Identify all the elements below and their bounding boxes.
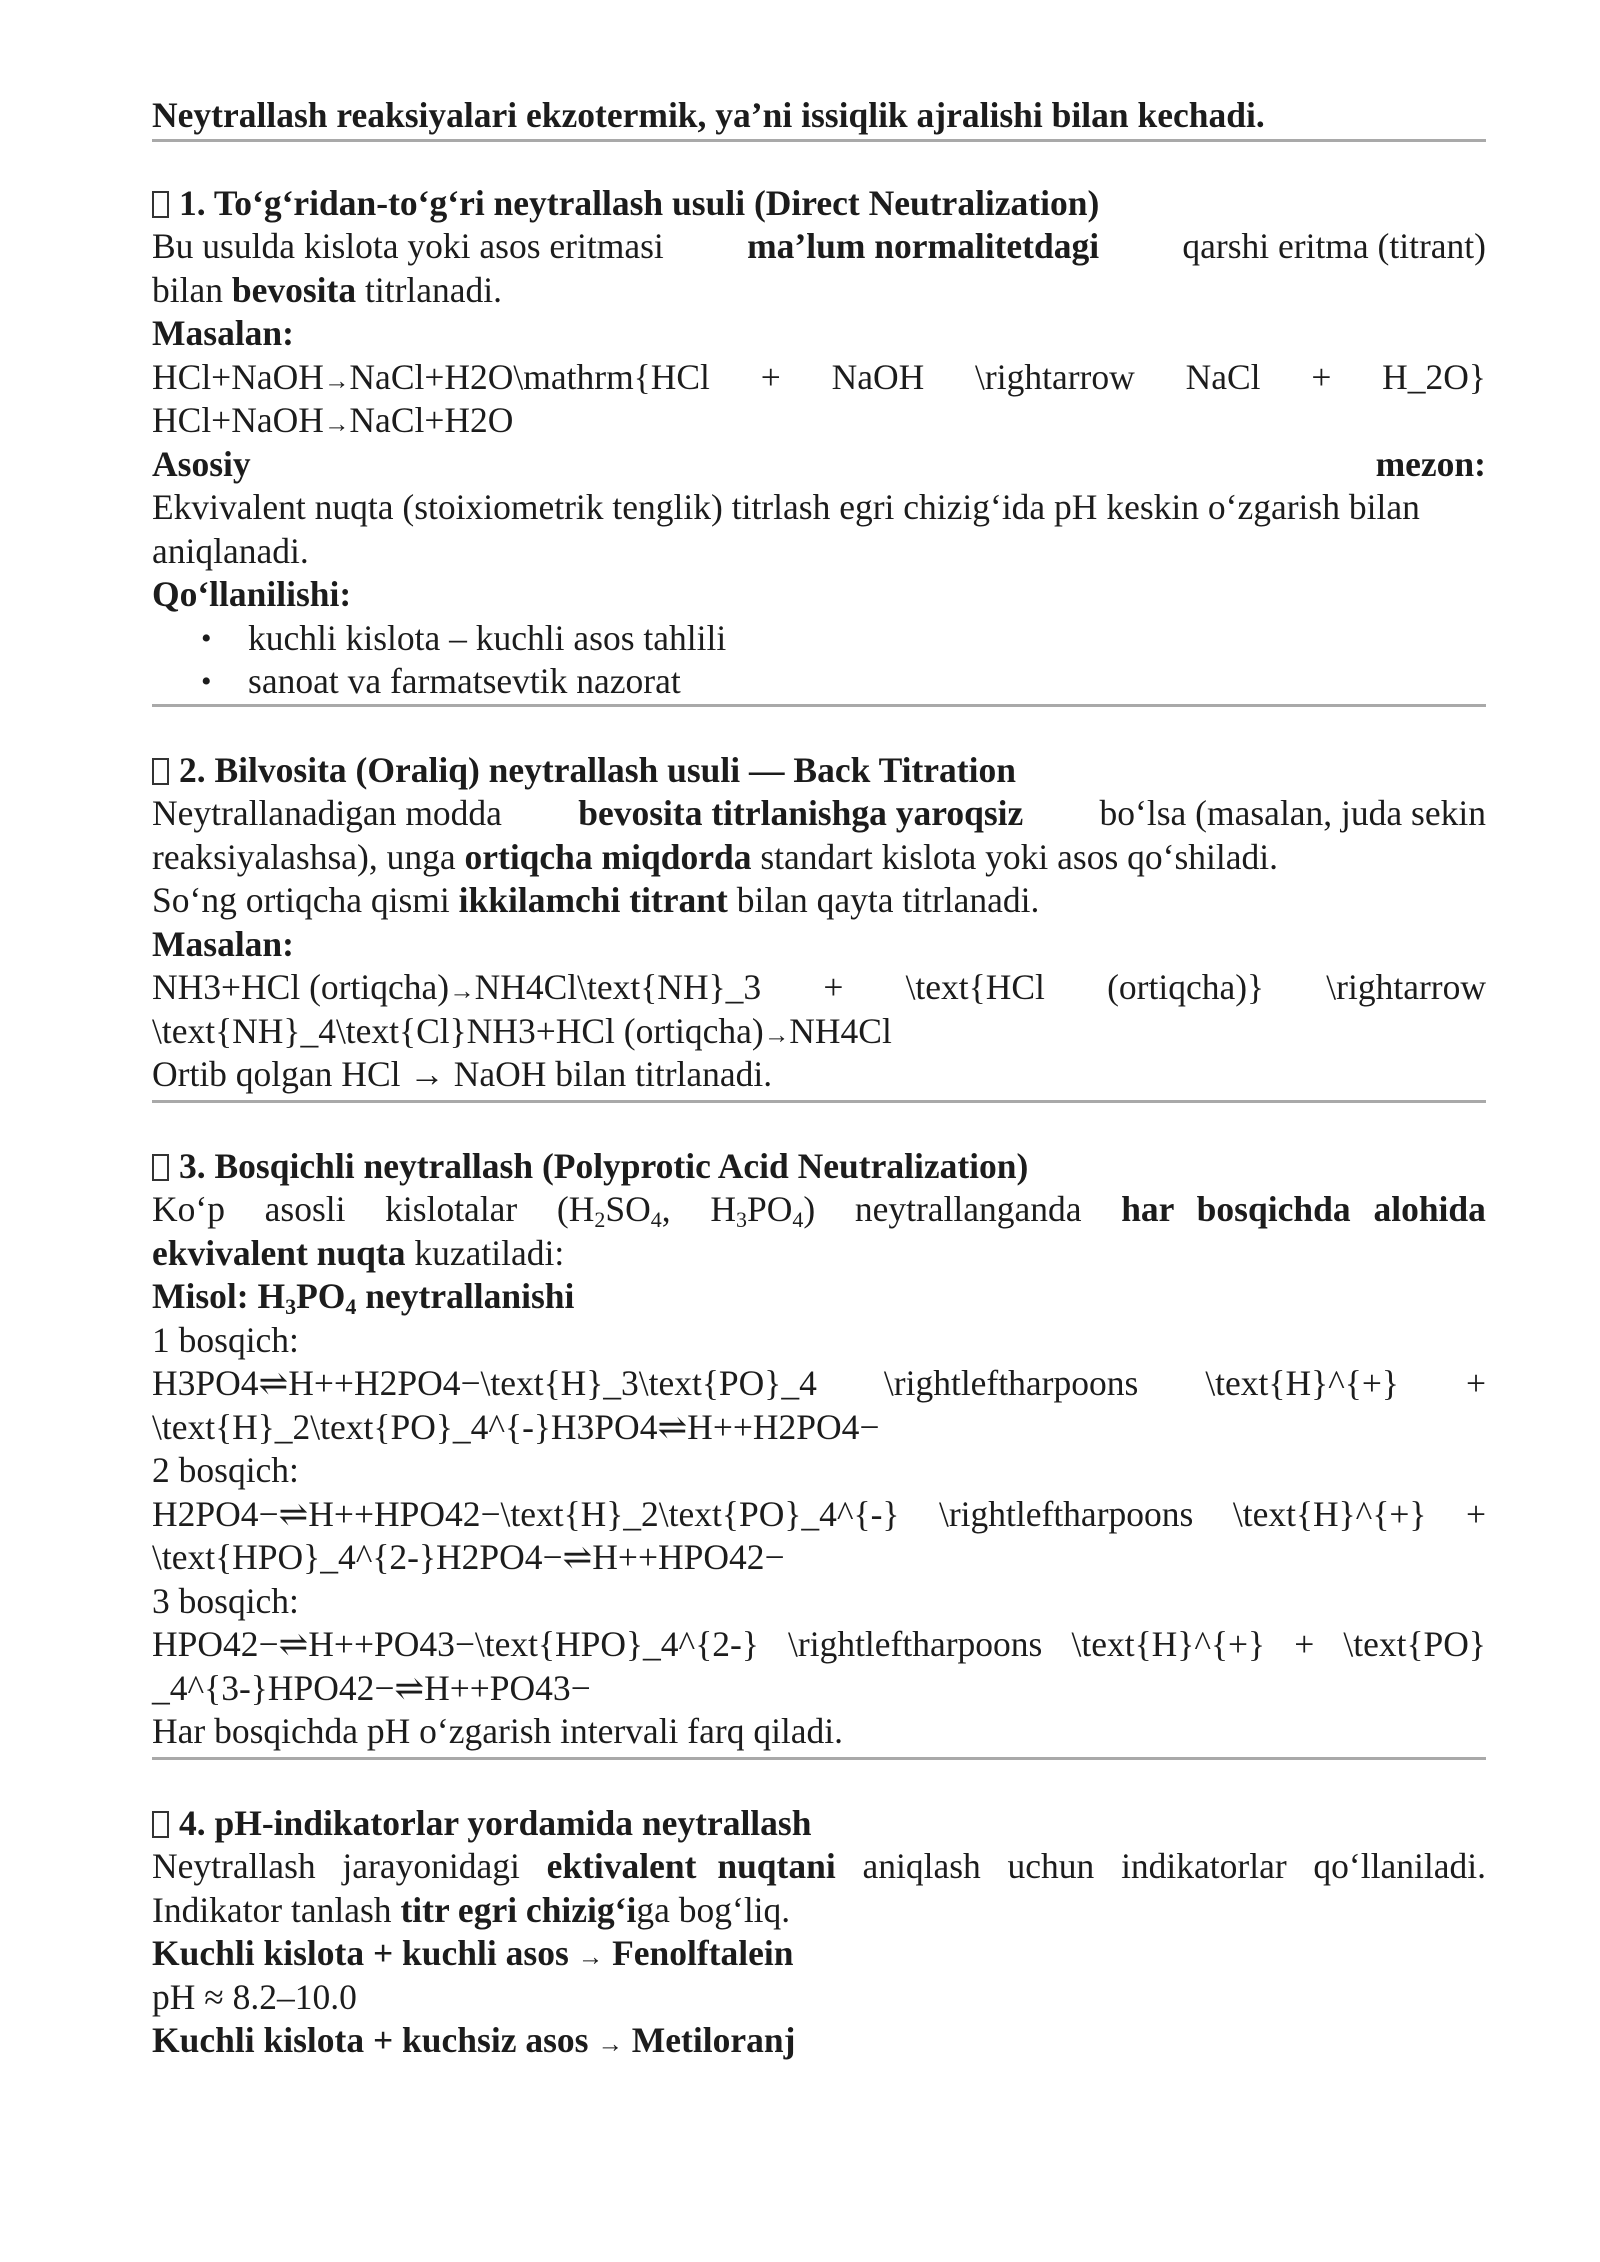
section-2-paragraph-line-2: reaksiyalashsa), unga ortiqcha miqdorda standart kislota yoki asos qo‘shiladi. bbox=[152, 836, 1278, 877]
section-1-equation-line-1: HCl+NaOH→NaCl+H2O\mathrm{HCl + NaOH \rightarrow NaCl + H_2O} bbox=[152, 356, 1486, 397]
missing-glyph-icon bbox=[152, 758, 169, 785]
horizontal-rule bbox=[152, 1100, 1486, 1103]
section-1-paragraph-line-2: bilan bevosita titrlanadi. bbox=[152, 269, 503, 310]
section-2-example-label: Masalan: bbox=[152, 923, 294, 964]
list-item: • sanoat va farmatsevtik nazorat bbox=[152, 660, 1486, 704]
document-body bbox=[152, 94, 1486, 2063]
horizontal-rule bbox=[152, 139, 1486, 142]
section-1-criterion-line-1: Ekvivalent nuqta (stoixiometrik tenglik) titrlash egri chizig‘ida pH keskin o‘zgarish bilan bbox=[152, 487, 1420, 527]
bullet-icon: • bbox=[201, 665, 212, 698]
section-4-heading: 4. pH-indikatorlar yordamida neytrallash bbox=[152, 1802, 1486, 1846]
missing-glyph-icon bbox=[152, 1811, 169, 1838]
missing-glyph-icon bbox=[152, 191, 169, 218]
step-2-label: 2 bosqich: bbox=[152, 1450, 299, 1490]
ph-range: pH ≈ 8.2–10.0 bbox=[152, 1976, 357, 2017]
section-1-example-label: Masalan: bbox=[152, 313, 294, 353]
step-1-label: 1 bosqich: bbox=[152, 1319, 299, 1360]
section-1-criterion-label: Asosiy mezon: bbox=[152, 443, 1486, 484]
section-1-paragraph-line-1: Bu usulda kislota yoki asos eritmasi ma’lum normalitetdagi qarshi eritma (titrant) bbox=[152, 226, 1486, 266]
bullet-icon: • bbox=[201, 621, 212, 655]
section-3-paragraph-line-1: Ko‘p asosli kislotalar ($H_2SO_4$, $H_3PO_4$) neytrallanganda har bosqichda alohida bbox=[152, 1189, 1486, 1233]
section-1-criterion-line-2: aniqlanadi. bbox=[152, 530, 309, 571]
step-3-label: 3 bosqich: bbox=[152, 1580, 299, 1621]
step-1-equation-line-1: H3PO4⇌H++H2PO4−\text{H}_3\text{PO}_4 \rightleftharpoons \text{H}^{+} + bbox=[152, 1363, 1486, 1403]
section-4-paragraph-line-2: Indikator tanlash titr egri chizig‘iga bog‘liq. bbox=[152, 1889, 791, 1930]
section-2-paragraph-line-3: So‘ng ortiqcha qismi ikkilamchi titrant bilan qayta titrlanadi. bbox=[152, 880, 1040, 920]
step-1-equation-line-2: \text{H}_2\text{PO}_4^{-}H3PO4⇌H++H2PO4− bbox=[152, 1406, 880, 1447]
missing-glyph-icon bbox=[152, 1154, 169, 1181]
intro-line: Neytrallash reaksiyalari ekzotermik, ya’ni issiqlik ajralishi bilan kechadi. bbox=[152, 95, 1265, 135]
horizontal-rule bbox=[152, 704, 1486, 707]
section-1-equation-line-2: HCl+NaOH→NaCl+H2O bbox=[152, 400, 514, 440]
horizontal-rule bbox=[152, 1757, 1486, 1760]
step-3-equation-line-2: _4^{3-}HPO42−⇌H++PO43− bbox=[152, 1667, 591, 1708]
step-2-equation-line-2: \text{HPO}_4^{2-}H2PO4−⇌H++HPO42− bbox=[152, 1537, 785, 1577]
section-3-note: Har bosqichda pH o‘zgarish intervali farq qiladi. bbox=[152, 1711, 844, 1751]
section-1-usage-label: Qo‘llanilishi: bbox=[152, 574, 352, 614]
indicator-pair-1: Kuchli kislota + kuchli asos → Fenolftalein bbox=[152, 1933, 794, 1973]
section-3-example-label: Misol: $H_3PO_4$ neytrallanishi bbox=[152, 1276, 575, 1320]
section-4-paragraph-line-1: Neytrallash jarayonidagi ektivalent nuqtani aniqlash uchun indikatorlar qo‘llaniladi. bbox=[152, 1846, 1486, 1886]
section-2-heading: 2. Bilvosita (Oraliq) neytrallash usuli — Back Titration bbox=[152, 749, 1486, 793]
section-2-paragraph-line-1: Neytrallanadigan modda bevosita titrlanishga yaroqsiz bo‘lsa (masalan, juda sekin bbox=[152, 793, 1486, 833]
section-2-equation-line-1: NH3+HCl (ortiqcha)→NH4Cl\text{NH}_3 + \text{HCl (ortiqcha)} \rightarrow bbox=[152, 967, 1486, 1007]
section-1-heading: 1. To‘g‘ridan-to‘g‘ri neytrallash usuli (Direct Neutralization) bbox=[152, 182, 1486, 226]
section-2-remainder: Ortib qolgan HCl → NaOH bilan titrlanadi. bbox=[152, 1054, 773, 1094]
list-item: • kuchli kislota – kuchli asos tahlili bbox=[152, 617, 1486, 661]
section-2-equation-line-2: \text{NH}_4\text{Cl}NH3+HCl (ortiqcha)→NH4Cl bbox=[152, 1010, 892, 1051]
section-3-heading: 3. Bosqichli neytrallash (Polyprotic Acid Neutralization) bbox=[152, 1145, 1486, 1189]
step-3-equation-line-1: HPO42−⇌H++PO43−\text{HPO}_4^{2-} \rightleftharpoons \text{H}^{+} + \text{PO} bbox=[152, 1624, 1486, 1664]
indicator-pair-2: Kuchli kislota + kuchsiz asos → Metiloranj bbox=[152, 2020, 796, 2060]
step-2-equation-line-1: H2PO4−⇌H++HPO42−\text{H}_2\text{PO}_4^{-} \rightleftharpoons \text{H}^{+} + bbox=[152, 1493, 1486, 1534]
section-3-paragraph-line-2: ekvivalent nuqta kuzatiladi: bbox=[152, 1232, 565, 1273]
